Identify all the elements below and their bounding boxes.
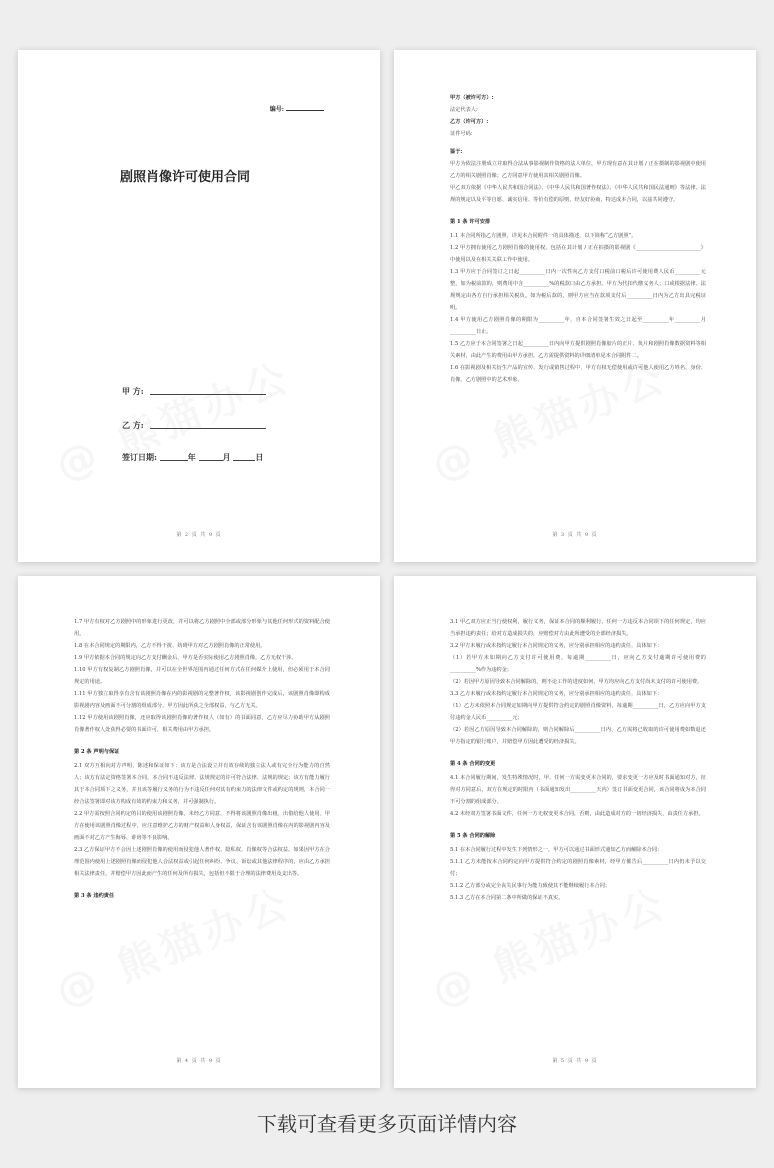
signing-date-label: 签订日期:	[122, 452, 157, 462]
clause-paragraph: 5.1.2 乙方部分或完全丧失民事行为能力致使其不能继续履行本合同；	[450, 883, 611, 889]
clause-paragraph: 1.6 在影视剧及相关衍生产品的宣传、发行或销售过程中，甲方有权无偿使用或许可他人使用乙方姓名、身份、肖像、乙方剧照中的艺术形象。	[450, 365, 706, 383]
clause-paragraph: 1.1 本合同所指乙方剧照，详见本合同附件一的具体描述，以下简称“乙方剧照”。	[450, 233, 637, 239]
document-page-cover	[18, 50, 380, 562]
clause-paragraph: 5.1.3 乙方在本合同第二条中所做的保证不真实。	[450, 895, 564, 901]
clause-paragraph: 3.1 甲乙双方应正当行使权利，履行义务，保证本合同的顺利履行，任何一方违反本合同项下的任何规定，均应当承担违约责任；给对方造成损失的，应赔偿对方由此所遭受的全部经济损失。	[450, 619, 706, 637]
clause-paragraph: 1.3 甲方应于合同签订之日起__________日内一次性向乙方支付口税前口税后许可使用费人民币__________元整，如为税前款的，则费用中含__________%的税款口由乙方承担。甲方为代扣代缴义务人；口或根据法律、法规规定由各方自行承担相关税负。如为税后款的，则甲方应当在款项支付后__________日内为乙方出具完税证明。	[450, 269, 706, 311]
clause-paragraph: 3.2 甲方未履行或未按约定履行本合同规定的义务，应分别承担相应的违约责任，具体如下：	[450, 643, 663, 649]
clause-paragraph: 1.11 甲方独立取得享有含有该剧照肖像在内的影视剧的完整著作权，该影视剧创作完成后，该剧照肖像即构成影视剧内容及画面不可分割的组成部分，甲方因此所获之全部权益，与乙方无关。	[74, 691, 330, 709]
day-blank	[233, 460, 255, 461]
day-label: 日	[255, 452, 264, 462]
page-number: 第 2 页 共 9 页	[176, 532, 222, 538]
clause-paragraph: 1.7 甲方有权对乙方剧照中的形象进行更改，并可以将乙方剧照中全部或部分形象与其他任何形式的资料配合使用。	[74, 619, 330, 637]
party-b-blank	[150, 428, 266, 429]
document-page-3	[18, 576, 380, 1088]
clause-paragraph: （2）若因甲方原因导致本合同解除的，则不论工作的进度如何，甲方均应向乙方支付尚未支付的许可使用费。	[450, 679, 703, 685]
clause-paragraph: 证件号码:	[450, 131, 473, 137]
clause-paragraph: 2.3 乙方保证甲方不会因上述剧照肖像的使用而侵犯他人著作权、隐私权、肖像权等合法权益。如果因甲方在合理范围内使用上述剧照肖像而侵犯他人合法权益或引起任何纠纷、争议、诉讼或其他法律程序的，应由乙方承担相关法律责任，并赔偿甲方因此而产生的任何及所有损失，包括但不限于合理的法律费用及支出等。	[74, 847, 330, 877]
contract-number-label: 编号:	[269, 106, 284, 113]
month-blank	[199, 460, 223, 461]
clause-paragraph: （2）若因乙方原因导致本合同解除的，则合同解除后__________日内，乙方需将已收取的许可使用费如数退还甲方指定的银行账户，并赔偿甲方因此遭受的经济损失。	[450, 727, 706, 745]
clause-paragraph: （1）若甲方未如期向乙方支付许可使用费，每逾期__________日，应向乙方支付逾期许可使用费的__________%作为违约金；	[450, 655, 706, 673]
document-page-4	[394, 576, 756, 1088]
field-label: 甲方（被许可方）:	[450, 95, 494, 101]
clause-paragraph: 2.1 双方互相向对方声明、陈述和保证如下：该方是合法设立并有效存续的独立法人或有完全行为能力的自然人；该方有法定资格签署本合同，本合同不违反法律、法规规定的许可符合法律、法规的规定；该方有能力履行其于本合同项下之义务，并且该等履行义务的行为不违反任何对其有约束力的法律文件或约定的规则，本合同一经合法签署即对该方构成有效的约束力和义务，并可强制执行。	[74, 763, 330, 805]
clause-paragraph: 甲方为依法注册成立并取得合法从事影视制作资格的法人单位，甲方现有意在其计划 / 正在摄制的影视剧中使用乙方的相关剧照肖像；乙方同意甲方使用其相关剧照肖像。	[450, 161, 706, 179]
clause-paragraph: 5.1.1 乙方未能按本合同约定向甲方提供符合约定的剧照肖像素材，经甲方催告后__________日内仍未予以交付；	[450, 859, 706, 877]
page-number: 第 5 页 共 9 页	[552, 1058, 598, 1064]
page-body	[74, 616, 330, 904]
clause-paragraph: 3.3 乙方未履行或未按约定履行本合同规定的义务，应分别承担相应的违约责任，具体如下：	[450, 691, 663, 697]
watermark	[46, 345, 299, 491]
section-heading: 第 5 条 合同的解除	[450, 833, 496, 839]
party-b-field	[122, 420, 266, 431]
page-body	[450, 616, 706, 904]
clause-paragraph: 4.1 本合同履行期间，发生特殊情况时，甲、任何一方需变更本合同的，要求变更一方应及时书面通知对方，征得对方同意后，双方在规定的时限内（书面通知发出__________天内）签订书面变更合同，该合同将成为本合同不可分割的组成部分。	[450, 775, 706, 805]
party-a-field	[122, 386, 266, 397]
page-number: 第 4 页 共 9 页	[176, 1058, 222, 1064]
clause-paragraph: 1.2 甲方拥有使用乙方剧照肖像的使用权，包括在其计划 / 正在拍摄的影视剧《_________________________》中使用以及在相关关联工作中使用。	[450, 245, 706, 263]
section-heading: 第 1 条 许可安排	[450, 219, 491, 225]
year-blank	[160, 460, 188, 461]
clause-paragraph: 1.4 甲方使用乙方剧照肖像的期限为__________年，自本合同签署生效之日起至__________年__________月__________日止。	[450, 317, 706, 335]
clause-paragraph: 1.8 在本合同规定的期限内，乙方不得干扰、妨碍甲方对乙方剧照肖像的正常使用。	[74, 643, 266, 649]
clause-paragraph: 4.2 未经双方签署书面文件，任何一方无权变更本合同，否则，由此造成对方的一切经济损失，由责任方承担。	[450, 811, 704, 817]
field-label: 鉴于:	[450, 149, 463, 155]
contract-title: 剧照肖像许可使用合同	[120, 170, 251, 185]
clause-paragraph: 1.9 甲方依据本合同的规定向乙方支付酬金后，甲方是否实际使用乙方剧照肖像，乙方无权干涉。	[74, 655, 297, 661]
clause-paragraph: （1）乙方未依照本合同规定如期向甲方提供符合约定的剧照肖像资料，每逾期__________日，乙方应向甲方支付违约金人民币__________元；	[450, 703, 706, 721]
party-a-blank	[150, 394, 266, 395]
clause-paragraph: 1.5 乙方应于本合同签署之日起__________日内向甲方提供剧照肖像胶片的正片、负片和剧照肖像数据资料等相关素材，由此产生的费用由甲方承担。乙方需提供资料的详细清单见本合同附件二。	[450, 341, 706, 359]
month-label: 月	[222, 452, 231, 462]
party-b-label: 乙 方:	[122, 420, 144, 430]
clause-paragraph: 法定代表人:	[450, 107, 478, 113]
page-number: 第 3 页 共 9 页	[552, 532, 598, 538]
download-caption: 下载可查看更多页面详情内容	[257, 1112, 517, 1136]
clause-paragraph: 2.2 甲方需按照合同约定的目的使用该剧照肖像，未经乙方同意，不得将该剧照肖像出租、出借给他人使用。甲方在使用该剧照肖像过程中，应注意维护乙方的财产权益和人身权益，保证含有该剧照肖像在内的影视剧内容及画面不对乙方产生侮辱、诽谤等不良影响。	[74, 811, 330, 841]
year-label: 年	[187, 452, 196, 462]
signing-date-field	[122, 452, 263, 463]
section-heading: 第 2 条 声明与保证	[74, 749, 120, 755]
section-heading: 第 3 条 违约责任	[74, 893, 115, 899]
contract-number	[270, 104, 324, 113]
document-page-2	[394, 50, 756, 562]
clause-paragraph: 5.1 在本合同履行过程中发生下列情形之一，甲方可以通过书面形式通知乙方而解除本合同：	[450, 847, 663, 853]
section-heading: 第 4 条 合同的变更	[450, 761, 496, 767]
contract-number-blank	[286, 110, 324, 111]
field-label: 乙方（许可方）:	[450, 119, 489, 125]
clause-paragraph: 1.12 甲方使用该剧照肖像，还应取得该剧照肖像的著作权人（如有）的书面同意，乙方应尽力协助甲方从剧照肖像著作权人处获得必要的书面许可，相关费用由甲方承担。	[74, 715, 330, 733]
page-body	[450, 92, 706, 386]
party-a-label: 甲 方:	[122, 386, 144, 396]
clause-paragraph: 甲乙双方依据《中华人民共和国合同法》、《中华人民共和国著作权法》、《中华人民共和国民法通则》等法律、法规的规定以及平等自愿、诚实信用、等价有偿的原则，经友好协商，特达成本合同，以兹共同遵守。	[450, 185, 706, 203]
clause-paragraph: 1.10 甲方有权复制乙方剧照肖像，并可以在全世界范围内通过任何方式在任何媒介上使用，但必须用于本合同规定的用途。	[74, 667, 330, 685]
